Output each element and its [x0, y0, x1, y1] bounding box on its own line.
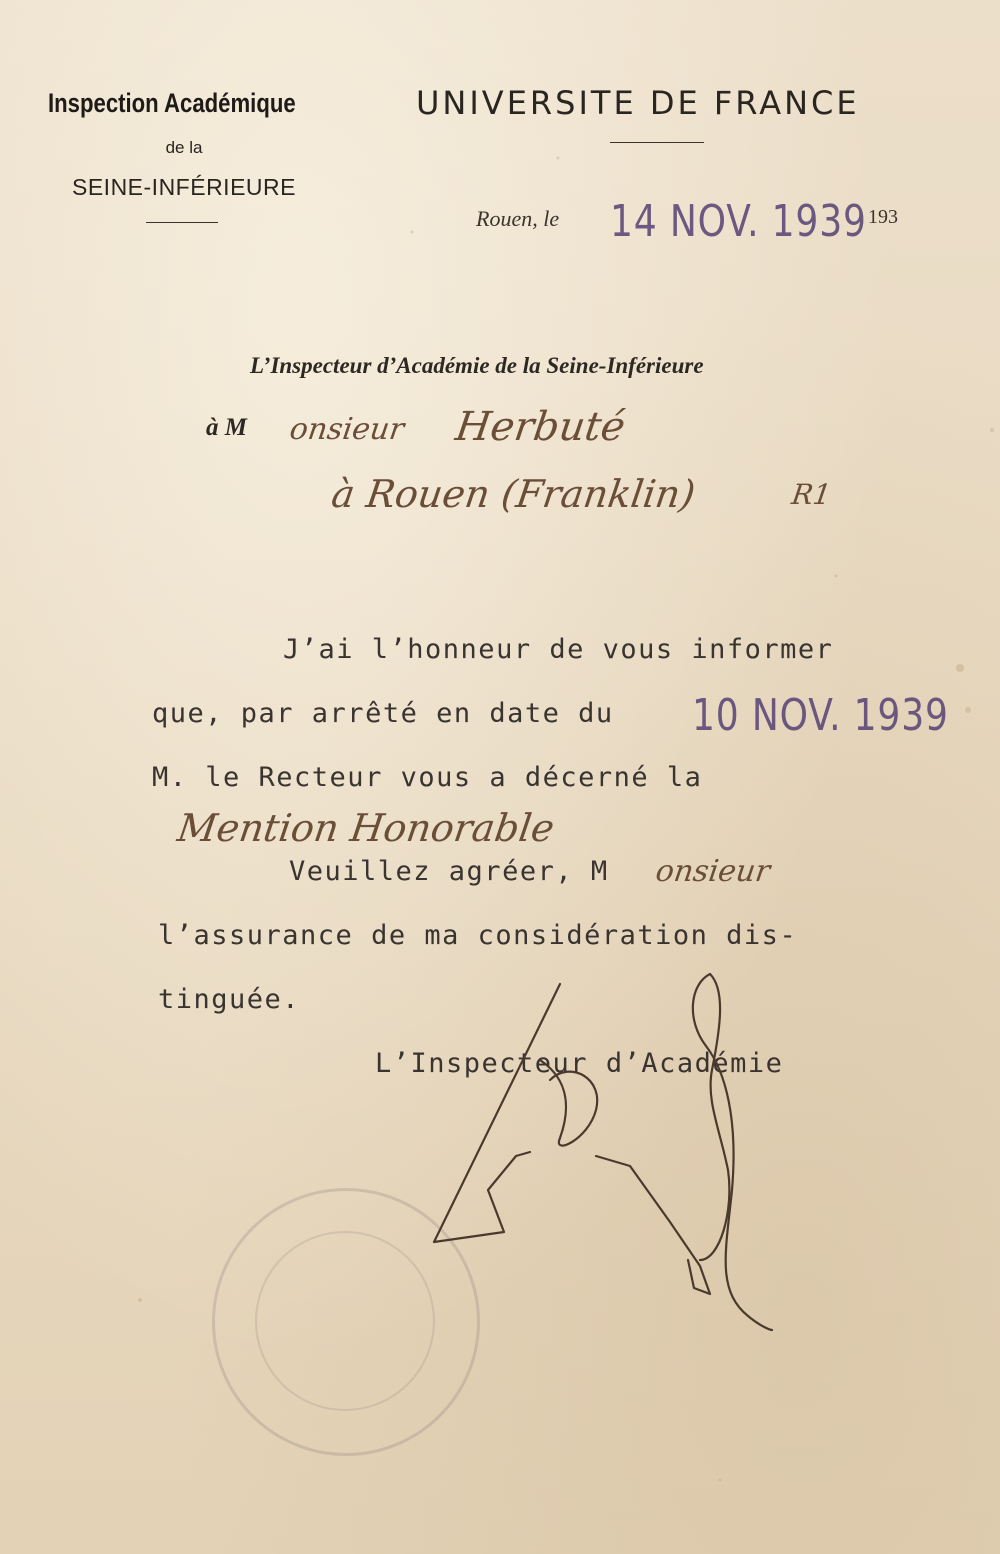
signature-title: L’Inspecteur d’Académie	[375, 1048, 784, 1079]
letterhead-de-la: de la	[165, 138, 203, 157]
printed-year-prefix: 193	[868, 206, 898, 228]
letterhead-divider	[146, 222, 218, 223]
handwritten-recipient-address: à Rouen (Franklin)	[328, 472, 698, 516]
handwritten-distinction: Mention Honorable	[174, 806, 557, 850]
addressee-prefix: à M	[206, 414, 247, 441]
handwritten-code: R1	[789, 478, 834, 511]
place-date-label: Rouen, le	[476, 206, 560, 231]
body-line-5: l’assurance de ma considération dis-	[158, 920, 798, 951]
university-divider	[610, 142, 704, 143]
letterhead-department: SEINE-INFÉRIEURE	[72, 174, 296, 200]
handwritten-onsieur-closing: onsieur	[653, 854, 773, 889]
body-line-2: que, par arrêté en date du	[152, 698, 614, 729]
issue-date-stamp: 14 NOV. 1939	[610, 196, 867, 247]
body-line-6: tinguée.	[158, 984, 301, 1015]
body-line-3: M. le Recteur vous a décerné la	[152, 762, 703, 793]
handwritten-signature	[420, 960, 800, 1360]
body-line-4: Veuillez agréer, M	[289, 856, 609, 887]
handwritten-onsieur: onsieur	[287, 412, 407, 447]
body-line-1: J’ai l’honneur de vous informer	[283, 634, 834, 665]
decision-date-stamp: 10 NOV. 1939	[692, 690, 949, 741]
letterhead-inspection: Inspection Académique	[48, 88, 296, 118]
university-title: UNIVERSITE DE FRANCE	[416, 84, 860, 122]
sender-heading: L’Inspecteur d’Académie de la Seine-Inférieure	[250, 353, 704, 378]
handwritten-recipient-name: Herbuté	[452, 404, 629, 450]
